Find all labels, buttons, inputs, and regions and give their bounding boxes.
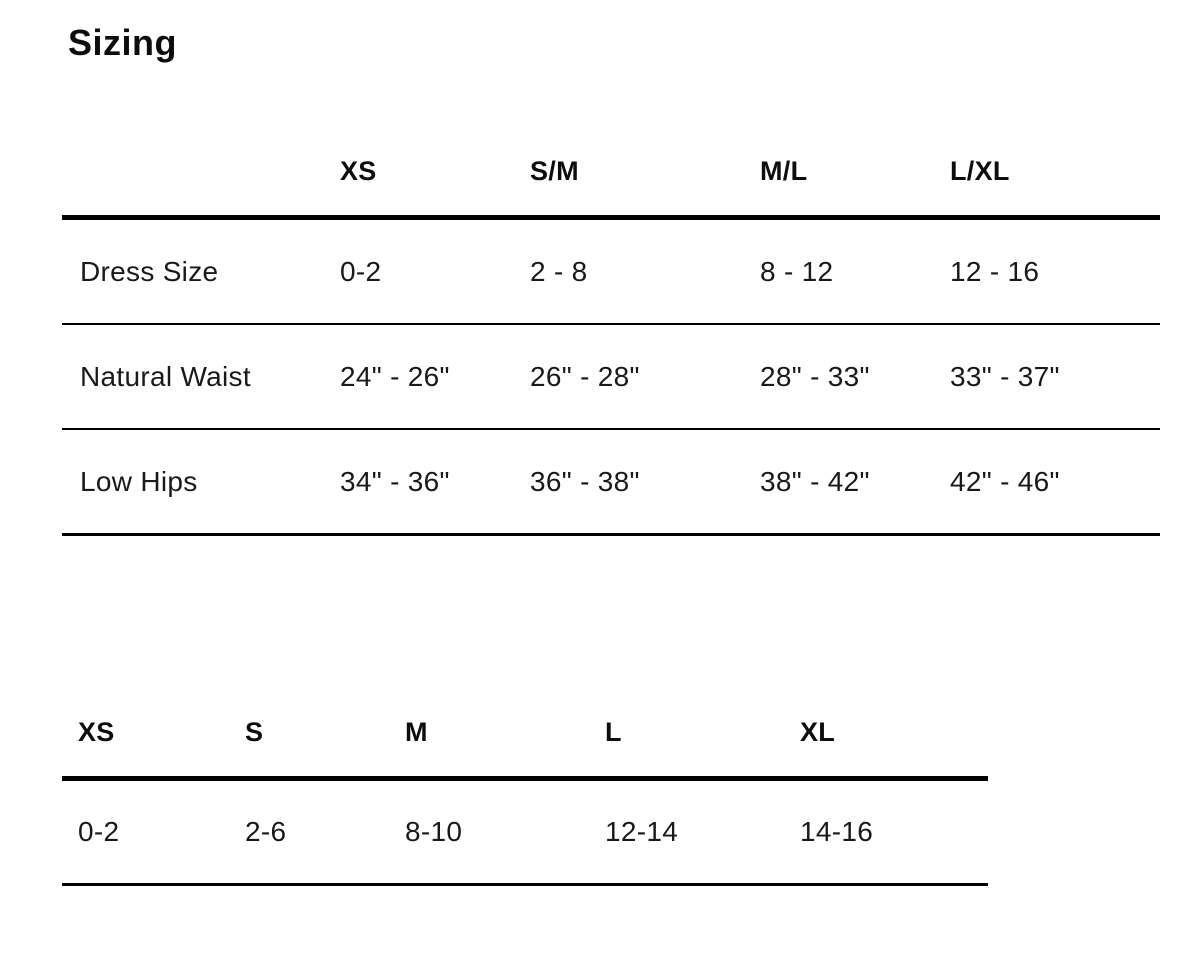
measurement-header-row bbox=[62, 127, 1160, 218]
size-cell: 8 - 12 bbox=[760, 218, 950, 325]
size-cell: 38" - 42" bbox=[760, 429, 950, 535]
table-row-dress-size bbox=[62, 218, 1160, 325]
size-cell: 24" - 26" bbox=[340, 324, 530, 429]
row-label: Natural Waist bbox=[62, 324, 340, 429]
header-cell-l: L bbox=[605, 688, 800, 779]
size-cell: 2 - 8 bbox=[530, 218, 760, 325]
size-cell: 28" - 33" bbox=[760, 324, 950, 429]
header-cell-blank bbox=[62, 127, 340, 218]
size-cell: 0-2 bbox=[62, 779, 245, 885]
size-cell: 0-2 bbox=[340, 218, 530, 325]
size-cell: 42" - 46" bbox=[950, 429, 1160, 535]
size-cell: 36" - 38" bbox=[530, 429, 760, 535]
size-cell: 2-6 bbox=[245, 779, 405, 885]
size-cell: 26" - 28" bbox=[530, 324, 760, 429]
row-label: Dress Size bbox=[62, 218, 340, 325]
size-cell: 33" - 37" bbox=[950, 324, 1160, 429]
table-row-low-hips bbox=[62, 429, 1160, 535]
size-cell: 12 - 16 bbox=[950, 218, 1160, 325]
size-cell: 14-16 bbox=[800, 779, 988, 885]
size-cell: 8-10 bbox=[405, 779, 605, 885]
table-row-natural-waist bbox=[62, 324, 1160, 429]
measurement-size-chart bbox=[62, 127, 1160, 536]
header-cell-xs: XS bbox=[340, 127, 530, 218]
numeric-size-chart bbox=[62, 688, 988, 886]
row-label: Low Hips bbox=[62, 429, 340, 535]
size-cell: 34" - 36" bbox=[340, 429, 530, 535]
size-cell: 12-14 bbox=[605, 779, 800, 885]
header-cell-xl: XL bbox=[800, 688, 988, 779]
numeric-values-row bbox=[62, 779, 988, 885]
header-cell-xs: XS bbox=[62, 688, 245, 779]
numeric-header-row bbox=[62, 688, 988, 779]
header-cell-ml: M/L bbox=[760, 127, 950, 218]
header-cell-sm: S/M bbox=[530, 127, 760, 218]
header-cell-lxl: L/XL bbox=[950, 127, 1160, 218]
header-cell-s: S bbox=[245, 688, 405, 779]
page-title: Sizing bbox=[68, 22, 177, 63]
header-cell-m: M bbox=[405, 688, 605, 779]
